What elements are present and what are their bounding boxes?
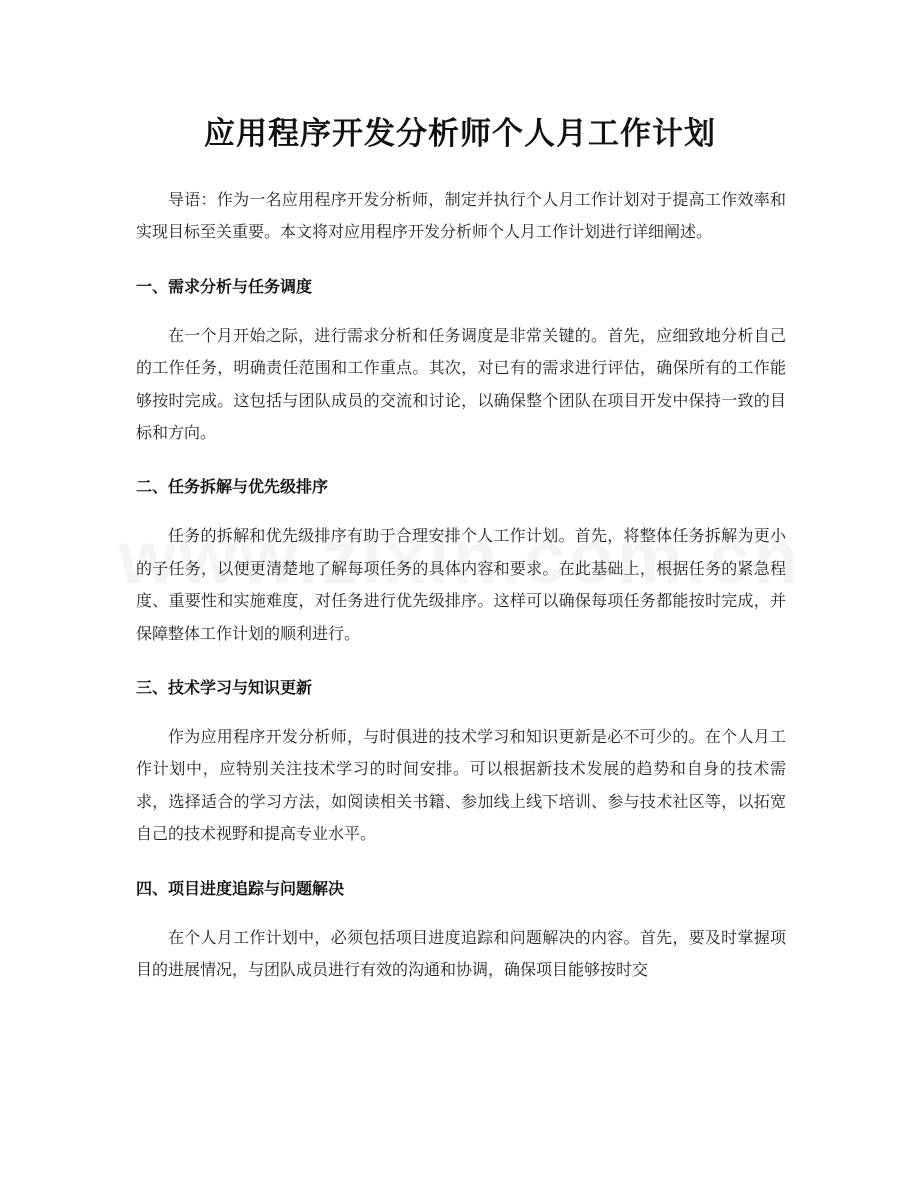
- spacer: [136, 851, 786, 873]
- section-heading-3: 三、技术学习与知识更新: [136, 678, 313, 698]
- spacer: [136, 905, 786, 922]
- section-heading-1: 一、需求分析与任务调度: [136, 276, 313, 296]
- spacer: [136, 704, 786, 721]
- spacer: [136, 503, 786, 520]
- section-body-1: 在一个月开始之际，进行需求分析和任务调度是非常关键的。首先，应细致地分析自己的工作任务，明确责任范围和工作重点。其次，对已有的需求进行评估，确保所有的工作能够按时完成。这包括与团队成员的交流和讨论，以确保整个团队在项目开发中保持一致的目标和方向。: [136, 325, 786, 443]
- section-body-3: 作为应用程序开发分析师，与时俱进的技术学习和知识更新是必不可少的。在个人月工作计划中，应特别关注技术学习的时间安排。可以根据新技术发展的趋势和自身的技术需求，选择适合的学习方法，如阅读相关书籍、参加线上线下培训、参与技术社区等，以拓宽自己的技术视野和提高专业水平。: [136, 727, 786, 844]
- spacer: [136, 650, 786, 672]
- section-heading-4: 四、项目进度追踪与问题解决: [136, 878, 345, 898]
- section-heading-2: 二、任务拆解与优先级排序: [136, 477, 329, 497]
- spacer: [136, 303, 786, 320]
- intro-paragraph: 导语：作为一名应用程序开发分析师，制定并执行个人月工作计划对于提高工作效率和实现目标至关重要。本文将对应用程序开发分析师个人月工作计划进行详细阐述。: [136, 190, 786, 242]
- section-body-4: 在个人月工作计划中，必须包括项目进度追踪和问题解决的内容。首先，要及时掌握项目的进展情况，与团队成员进行有效的沟通和协调，确保项目能够按时交: [136, 927, 786, 980]
- spacer: [136, 249, 786, 271]
- document-title: 应用程序开发分析师个人月工作计划: [204, 116, 716, 152]
- document-body: [136, 184, 786, 987]
- spacer: [136, 449, 786, 471]
- section-body-2: 任务的拆解和优先级排序有助于合理安排个人工作计划。首先，将整体任务拆解为更小的子任务，以便更清楚地了解每项任务的具体内容和要求。在此基础上，根据任务的紧急程度、重要性和实施难度，对任务进行优先级排序。这样可以确保每项任务都能按时完成，并保障整体工作计划的顺利进行。: [136, 526, 786, 643]
